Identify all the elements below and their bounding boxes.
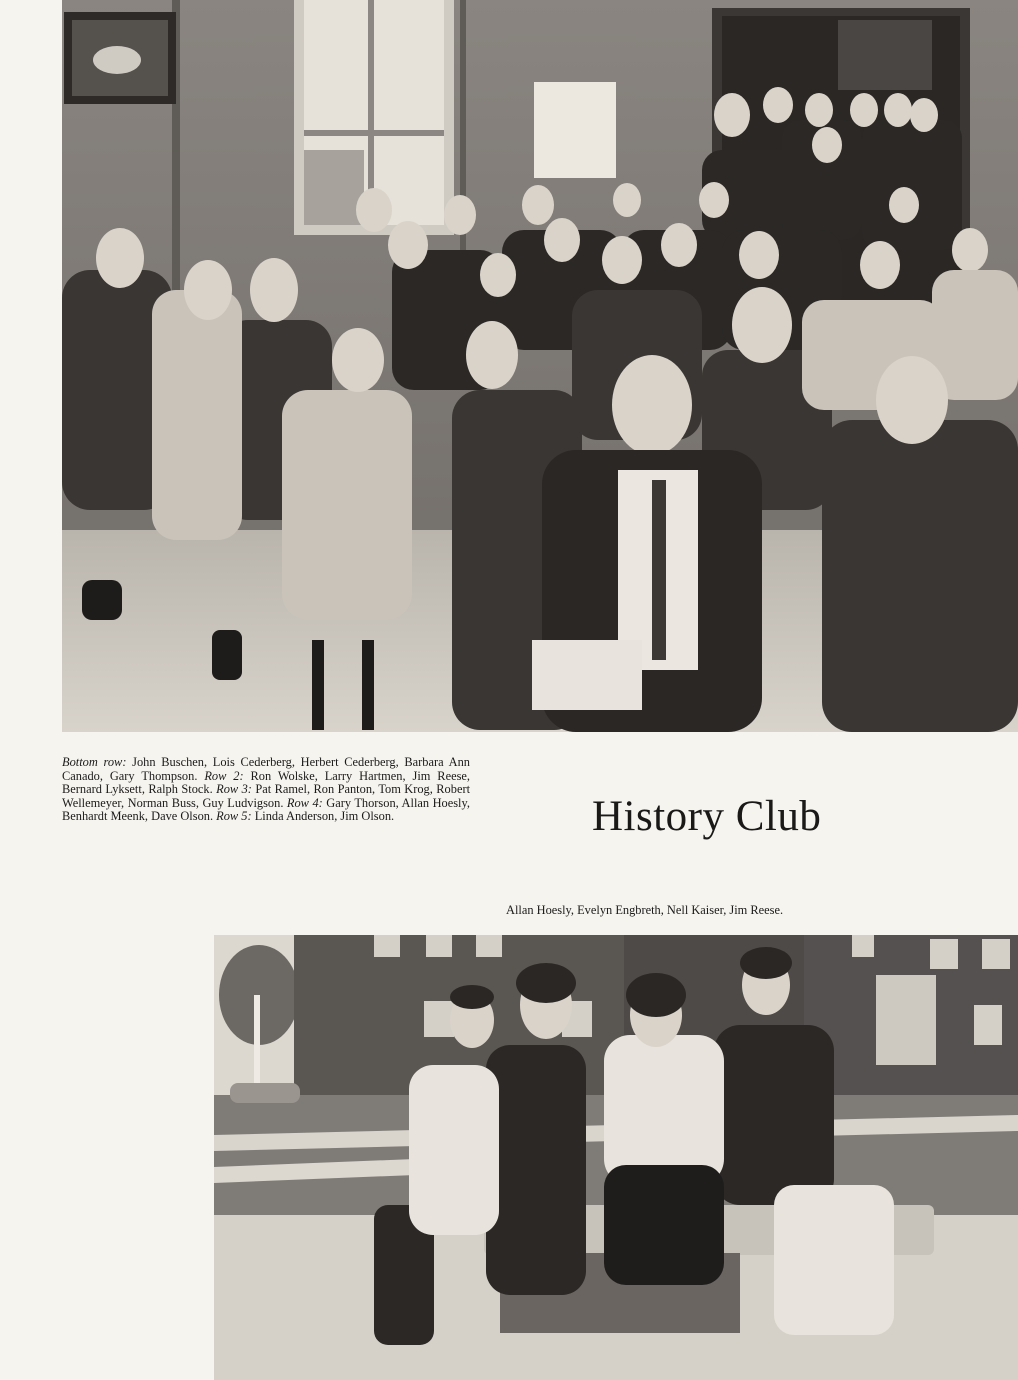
caption-row-label: Row 2: bbox=[204, 768, 244, 783]
caption-row-label: Row 3: bbox=[216, 782, 252, 797]
page-title: History Club bbox=[592, 793, 822, 840]
caption-names: Gary Thorson, Allan Hoesly, Benhardt Meenk, Dave Olson. bbox=[62, 795, 470, 824]
officers-photo-outdoor bbox=[214, 935, 1018, 1380]
top-photo-caption bbox=[62, 756, 470, 824]
caption-row-label: Row 5: bbox=[216, 809, 252, 824]
caption-row-label: Bottom row: bbox=[62, 755, 127, 769]
group-photo-indoor bbox=[62, 0, 1018, 732]
caption-names: Ron Wolske, Larry Hartmen, Jim Reese, Bernard Lyksett, Ralph Stock. bbox=[62, 768, 470, 797]
caption-names: Linda Anderson, Jim Olson. bbox=[251, 809, 395, 824]
caption-names: Pat Ramel, Ron Panton, Tom Krog, Robert Wellemeyer, Norman Buss, Guy Ludvigson. bbox=[62, 782, 471, 810]
caption-names: John Buschen, Lois Cederberg, Herbert Cederberg, Barbara Ann Canado, Gary Thompson. bbox=[62, 755, 470, 783]
bottom-photo-caption: Allan Hoesly, Evelyn Engbreth, Nell Kaiser, Jim Reese. bbox=[506, 903, 784, 917]
caption-row-label: Row 4: bbox=[286, 795, 323, 810]
